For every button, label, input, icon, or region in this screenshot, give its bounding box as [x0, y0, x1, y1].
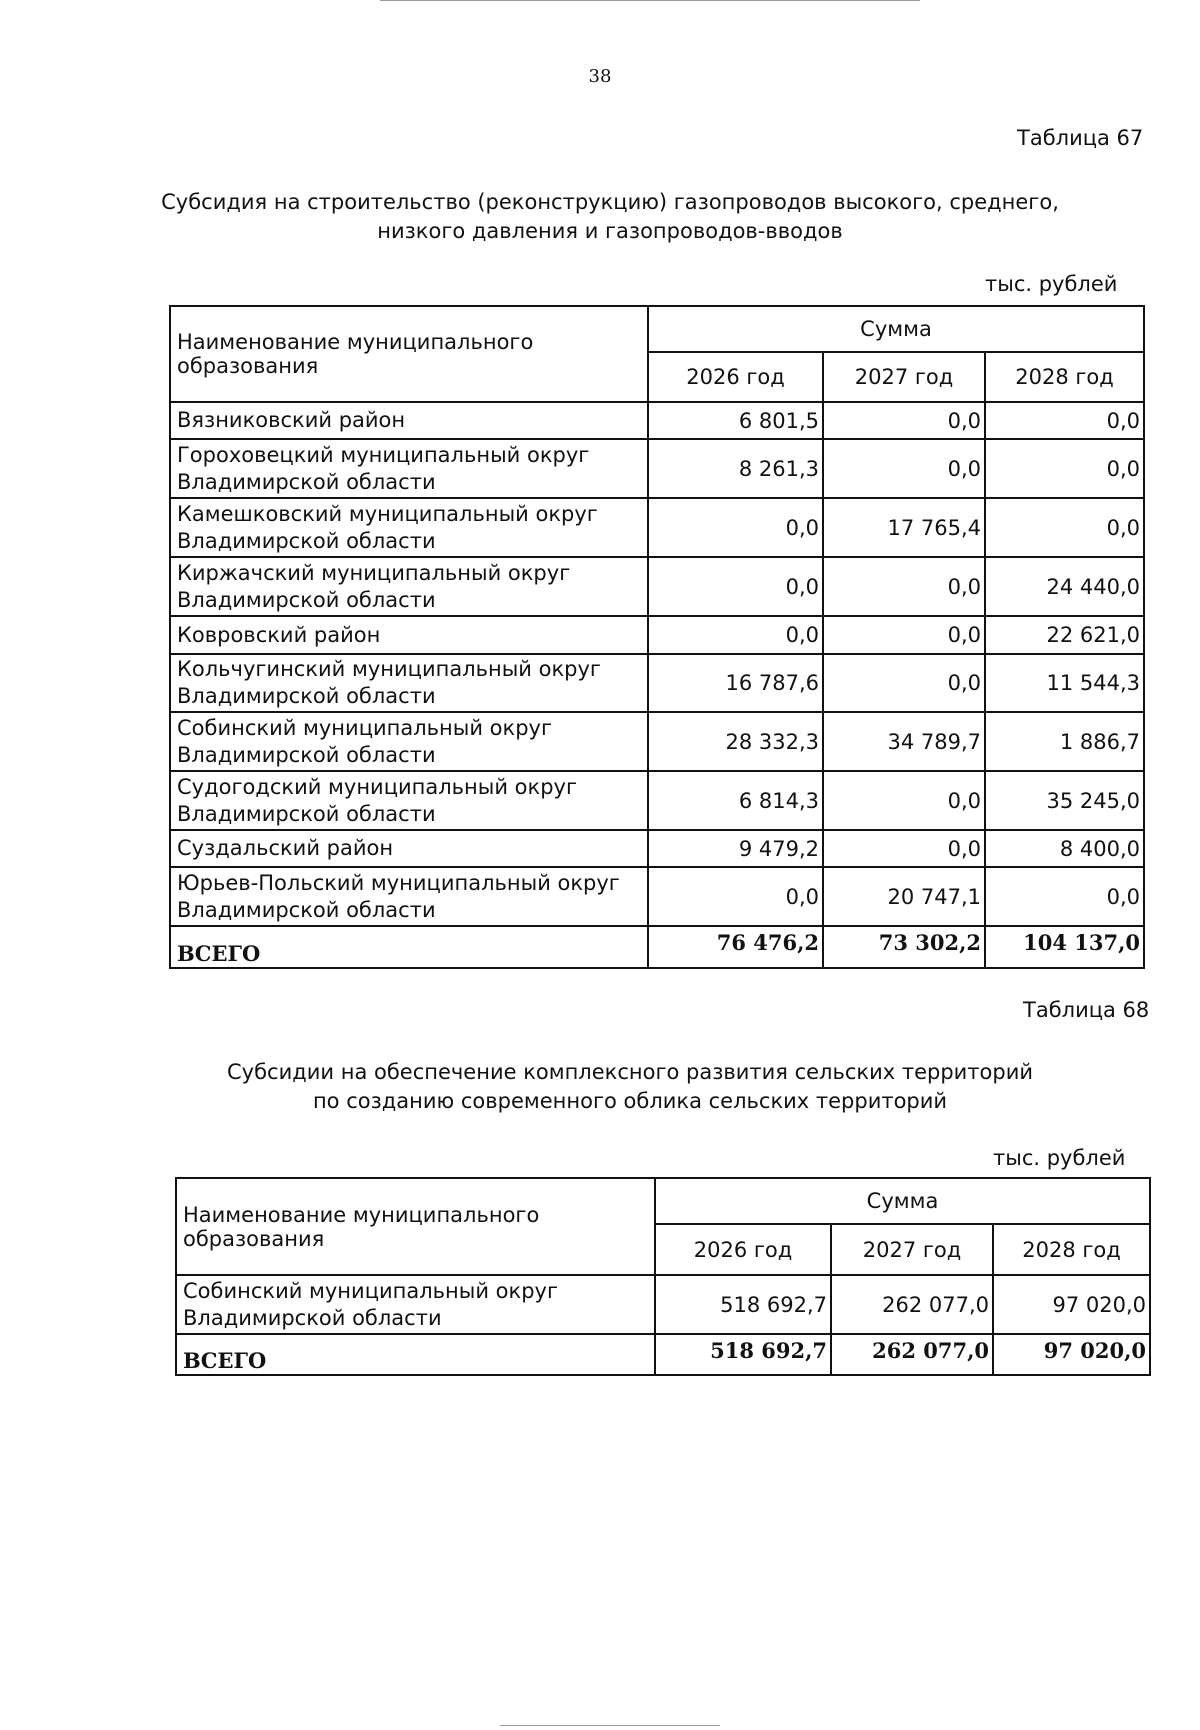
value-2026: 16 787,6: [648, 654, 823, 712]
municipality-name: [170, 402, 648, 439]
table-67-header-row: [170, 306, 1144, 352]
municipality-name-line-2: Владимирской области: [177, 469, 436, 494]
value-2026: 0,0: [648, 498, 823, 557]
total-2027: 262 077,0: [831, 1334, 993, 1375]
value-2027: 0,0: [823, 402, 985, 439]
total-2028: 104 137,0: [985, 926, 1144, 968]
municipality-name: [170, 771, 648, 830]
table-67-title-line-1: Субсидия на строительство (реконструкцию) газопроводов высокого, среднего,: [161, 190, 1059, 214]
table-68-units: тыс. рублей: [993, 1146, 1126, 1170]
table-row: [170, 616, 1144, 654]
value-2026: 0,0: [648, 616, 823, 654]
value-2027: 0,0: [823, 616, 985, 654]
value-2027: 0,0: [823, 557, 985, 616]
table-total-row: [170, 926, 1144, 968]
value-2028: 24 440,0: [985, 557, 1144, 616]
table-67: [169, 305, 1145, 969]
municipality-name: [170, 557, 648, 616]
table-68-sum-header: Сумма: [655, 1178, 1150, 1224]
municipality-name-line-2: Владимирской области: [177, 587, 436, 612]
value-2026: 6 801,5: [648, 402, 823, 439]
table-row: [170, 712, 1144, 771]
table-row: [170, 830, 1144, 867]
municipality-name-line-1: Гороховецкий муниципальный округ: [177, 442, 590, 467]
municipality-name-line-1: Суздальский район: [177, 836, 394, 860]
table-67-label: Таблица 67: [1017, 126, 1144, 150]
municipality-name-line-1: Кольчугинский муниципальный округ: [177, 657, 601, 681]
scan-edge-bottom: [500, 1725, 720, 1726]
table-row: [170, 402, 1144, 439]
table-67-year-2026-header: 2026 год: [648, 352, 823, 402]
municipality-name-line-2: Владимирской области: [177, 801, 436, 826]
table-67-units: тыс. рублей: [985, 272, 1118, 296]
value-2026: 28 332,3: [648, 712, 823, 771]
table-68-header-row: [176, 1178, 1150, 1224]
total-2026: 518 692,7: [655, 1334, 831, 1375]
table-67-year-2027-header: 2027 год: [823, 352, 985, 402]
municipality-name-line-1: Вязниковский район: [177, 408, 406, 432]
total-label: ВСЕГО: [176, 1334, 655, 1375]
municipality-name-line-1: Камешковский муниципальный округ: [177, 501, 598, 526]
municipality-name-line-1: Судогодский муниципальный округ: [177, 774, 578, 799]
table-67-year-2028-header: 2028 год: [985, 352, 1144, 402]
table-67-name-column-header: Наименование муниципального образования: [170, 306, 648, 402]
table-68-title-line-2: по созданию современного облика сельских территорий: [312, 1089, 948, 1113]
table-68-title-line-1: Субсидии на обеспечение комплексного развития сельских территорий: [226, 1060, 1034, 1084]
municipality-name-line-2: Владимирской области: [177, 528, 436, 553]
table-68-year-2028-header: 2028 год: [993, 1224, 1150, 1275]
table-68-label: Таблица 68: [1023, 998, 1150, 1022]
value-2028: 97 020,0: [993, 1275, 1150, 1334]
table-67-sum-header: Сумма: [648, 306, 1144, 352]
municipality-name: [170, 830, 648, 867]
value-2028: 0,0: [985, 498, 1144, 557]
value-2027: 0,0: [823, 771, 985, 830]
value-2026: 6 814,3: [648, 771, 823, 830]
table-67-title-line-2: низкого давления и газопроводов-вводов: [377, 219, 843, 243]
table-row: [170, 557, 1144, 616]
total-2027: 73 302,2: [823, 926, 985, 968]
total-2028: 97 020,0: [993, 1334, 1150, 1375]
value-2028: 35 245,0: [985, 771, 1144, 830]
table-68-name-column-header: Наименование муниципального образования: [176, 1178, 655, 1275]
municipality-name-line-2: Владимирской области: [177, 897, 436, 922]
table-67-title: [150, 188, 1070, 246]
value-2028: 0,0: [985, 439, 1144, 498]
municipality-name-line-1: Собинский муниципальный округ: [183, 1278, 558, 1303]
municipality-name-line-1: Ковровский район: [177, 622, 381, 647]
municipality-name: [170, 654, 648, 712]
table-row: [170, 771, 1144, 830]
municipality-name-line-2: Владимирской области: [177, 684, 436, 708]
table-row: [170, 867, 1144, 926]
municipality-name-line-1: Собинский муниципальный округ: [177, 715, 552, 740]
table-68-title: [200, 1058, 1060, 1116]
value-2027: 0,0: [823, 830, 985, 867]
municipality-name: [170, 712, 648, 771]
value-2026: 518 692,7: [655, 1275, 831, 1334]
value-2026: 0,0: [648, 557, 823, 616]
value-2027: 262 077,0: [831, 1275, 993, 1334]
table-row: [170, 439, 1144, 498]
value-2027: 0,0: [823, 654, 985, 712]
municipality-name-line-1: Юрьев-Польский муниципальный округ: [177, 870, 620, 895]
value-2026: 0,0: [648, 867, 823, 926]
value-2026: 9 479,2: [648, 830, 823, 867]
municipality-name: [170, 616, 648, 654]
municipality-name: [176, 1275, 655, 1334]
value-2026: 8 261,3: [648, 439, 823, 498]
scan-edge-top: [380, 0, 920, 1]
municipality-name: [170, 867, 648, 926]
municipality-name: [170, 439, 648, 498]
municipality-name-line-1: Киржачский муниципальный округ: [177, 560, 571, 585]
value-2028: 1 886,7: [985, 712, 1144, 771]
municipality-name-line-2: Владимирской области: [183, 1305, 442, 1330]
value-2027: 17 765,4: [823, 498, 985, 557]
value-2028: 22 621,0: [985, 616, 1144, 654]
value-2028: 8 400,0: [985, 830, 1144, 867]
value-2028: 0,0: [985, 402, 1144, 439]
table-68-year-2027-header: 2027 год: [831, 1224, 993, 1275]
municipality-name-line-2: Владимирской области: [177, 742, 436, 767]
table-68-year-2026-header: 2026 год: [655, 1224, 831, 1275]
value-2028: 0,0: [985, 867, 1144, 926]
table-68: [175, 1177, 1151, 1376]
total-label: ВСЕГО: [170, 926, 648, 968]
total-2026: 76 476,2: [648, 926, 823, 968]
table-row: [170, 654, 1144, 712]
municipality-name: [170, 498, 648, 557]
value-2027: 20 747,1: [823, 867, 985, 926]
value-2027: 0,0: [823, 439, 985, 498]
table-row: [170, 498, 1144, 557]
page-number: 38: [588, 66, 612, 87]
table-row: [176, 1275, 1150, 1334]
value-2027: 34 789,7: [823, 712, 985, 771]
value-2028: 11 544,3: [985, 654, 1144, 712]
table-total-row: [176, 1334, 1150, 1375]
